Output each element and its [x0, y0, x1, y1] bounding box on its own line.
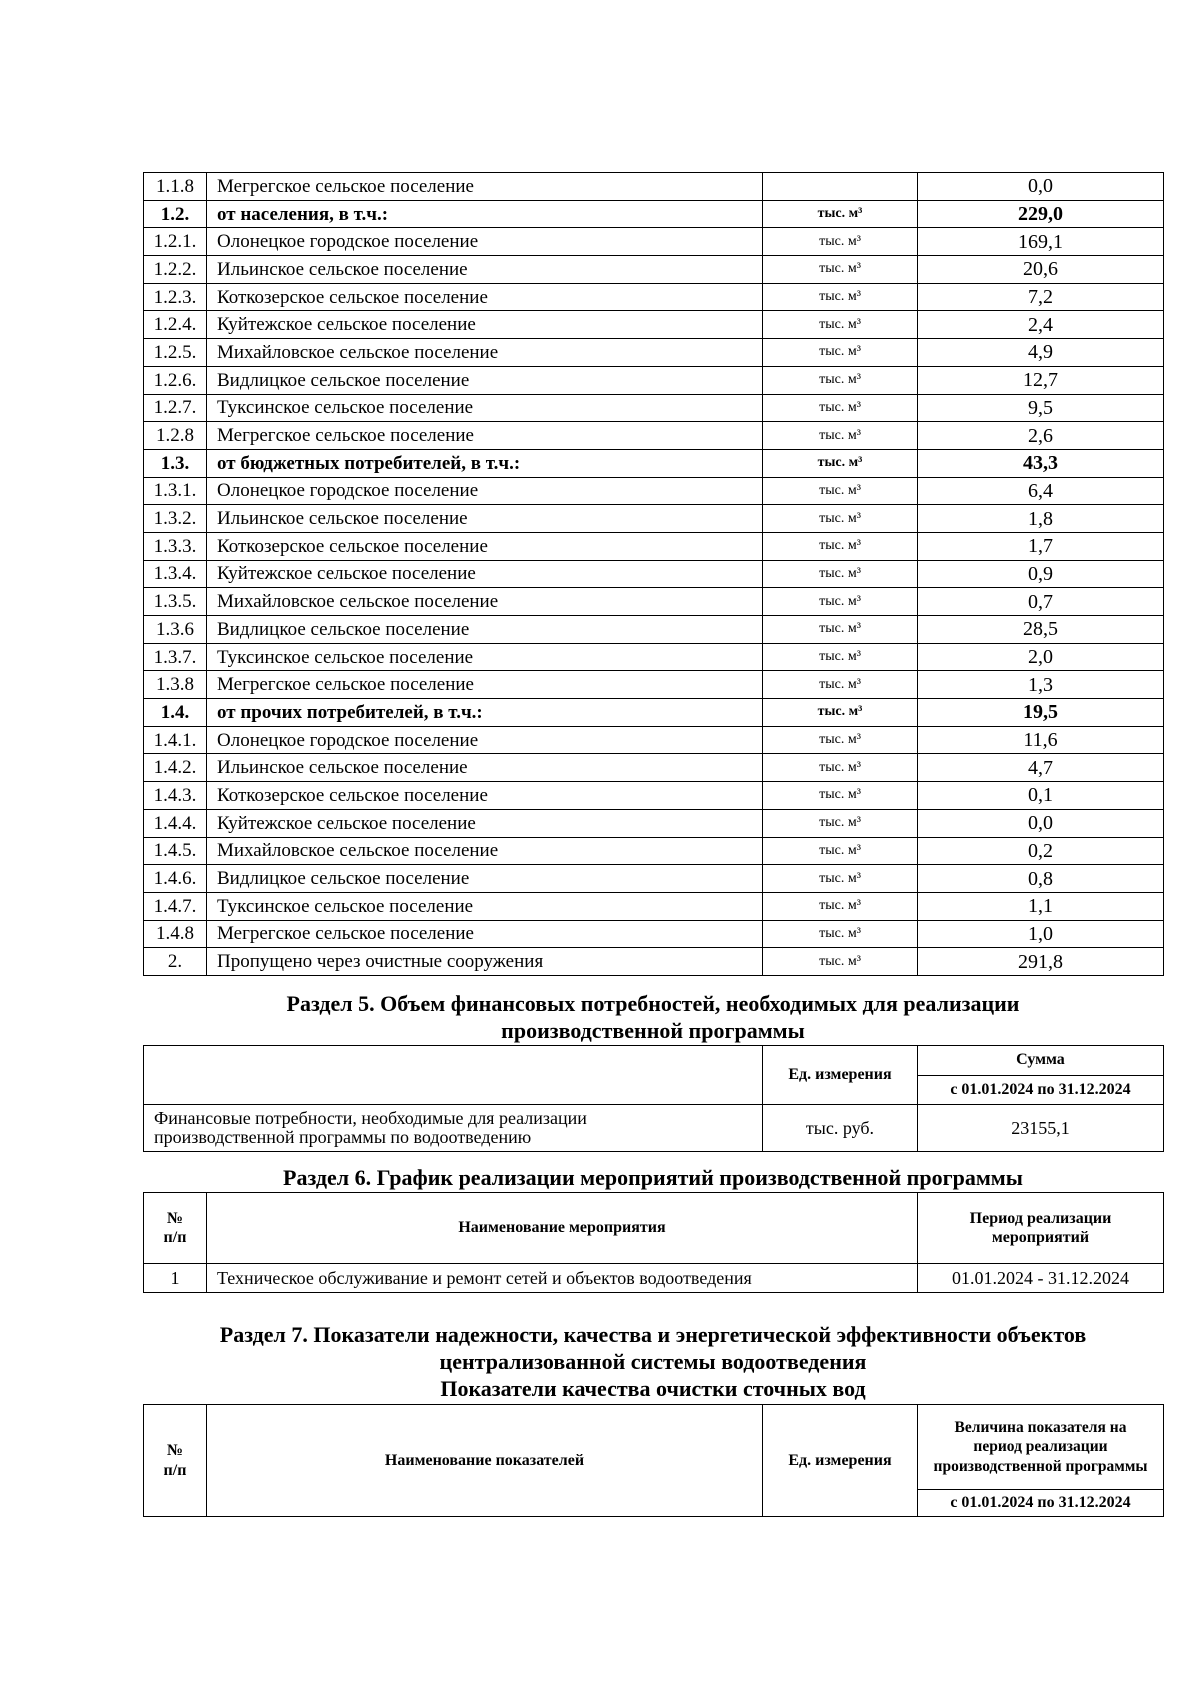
row-name: Мегрегское сельское поселение [207, 920, 763, 948]
table-row [144, 560, 1164, 588]
row-value: 4,7 [918, 754, 1164, 782]
table-row [144, 948, 1164, 976]
row-name: Туксинское сельское поселение [207, 643, 763, 671]
row-value: 1,0 [918, 920, 1164, 948]
row-name: Михайловское сельское поселение [207, 837, 763, 865]
row-unit: тыс. м³ [763, 505, 918, 533]
row-name: от населения, в т.ч.: [207, 200, 763, 228]
financial-row-value: 23155,1 [918, 1105, 1164, 1152]
row-unit [763, 173, 918, 201]
row-unit: тыс. м³ [763, 366, 918, 394]
quality-indicators-table [143, 1404, 1164, 1517]
row-value: 9,5 [918, 394, 1164, 422]
row-name: Мегрегское сельское поселение [207, 173, 763, 201]
row-value: 1,7 [918, 532, 1164, 560]
row-number: 1.3. [144, 449, 207, 477]
row-number: 1.3.7. [144, 643, 207, 671]
table-row [144, 616, 1164, 644]
financial-row-name: Финансовые потребности, необходимые для реализации производственной программы по водоотведению [144, 1105, 763, 1152]
row-unit: тыс. м³ [763, 782, 918, 810]
row-value: 2,6 [918, 422, 1164, 450]
row-unit: тыс. м³ [763, 394, 918, 422]
row-name: Ильинское сельское поселение [207, 256, 763, 284]
quality-header-value: Величина показателя на период реализации производственной программы [918, 1405, 1164, 1490]
row-name: Куйтежское сельское поселение [207, 809, 763, 837]
financial-header-blank [144, 1046, 763, 1105]
row-number: 1.2.3. [144, 283, 207, 311]
row-value: 20,6 [918, 256, 1164, 284]
table-row [144, 228, 1164, 256]
row-number: 1.3.6 [144, 616, 207, 644]
row-unit: тыс. м³ [763, 449, 918, 477]
row-number: 1.3.2. [144, 505, 207, 533]
row-unit: тыс. м³ [763, 671, 918, 699]
table-row [144, 449, 1164, 477]
quality-header-num: № п/п [144, 1405, 207, 1517]
schedule-row-num: 1 [144, 1264, 207, 1293]
table-row [144, 505, 1164, 533]
row-name: Ильинское сельское поселение [207, 754, 763, 782]
table-row [144, 920, 1164, 948]
row-name: от бюджетных потребителей, в т.ч.: [207, 449, 763, 477]
table-row [144, 311, 1164, 339]
row-value: 291,8 [918, 948, 1164, 976]
row-value: 1,1 [918, 892, 1164, 920]
row-unit: тыс. м³ [763, 892, 918, 920]
row-unit: тыс. м³ [763, 339, 918, 367]
row-number: 1.3.3. [144, 532, 207, 560]
row-name: Олонецкое городское поселение [207, 477, 763, 505]
table-row [144, 283, 1164, 311]
financial-row-unit: тыс. руб. [763, 1105, 918, 1152]
table-row [144, 422, 1164, 450]
table-row [144, 865, 1164, 893]
table-row [144, 754, 1164, 782]
row-number: 1.2.2. [144, 256, 207, 284]
section6-title: Раздел 6. График реализации мероприятий производственной программы [283, 1165, 1023, 1190]
section5-title: Раздел 5. Объем финансовых потребностей, необходимых для реализации производственной программы [286, 991, 1020, 1043]
table-row [144, 532, 1164, 560]
table-row [144, 256, 1164, 284]
schedule-row-name: Техническое обслуживание и ремонт сетей и объектов водоотведения [207, 1264, 918, 1293]
row-unit: тыс. м³ [763, 588, 918, 616]
row-unit: тыс. м³ [763, 865, 918, 893]
row-name: Михайловское сельское поселение [207, 588, 763, 616]
table-row [144, 671, 1164, 699]
financial-header-unit: Ед. измерения [763, 1046, 918, 1105]
row-name: Коткозерское сельское поселение [207, 283, 763, 311]
row-value: 0,7 [918, 588, 1164, 616]
table-row [144, 643, 1164, 671]
row-number: 1.3.4. [144, 560, 207, 588]
row-name: Туксинское сельское поселение [207, 394, 763, 422]
financial-header-sum: Сумма [918, 1046, 1164, 1076]
row-number: 1.2.4. [144, 311, 207, 339]
row-unit: тыс. м³ [763, 920, 918, 948]
row-unit: тыс. м³ [763, 560, 918, 588]
row-unit: тыс. м³ [763, 726, 918, 754]
table-row [144, 477, 1164, 505]
row-value: 6,4 [918, 477, 1164, 505]
row-name: Олонецкое городское поселение [207, 726, 763, 754]
schedule-table [143, 1192, 1164, 1293]
row-unit: тыс. м³ [763, 948, 918, 976]
row-unit: тыс. м³ [763, 809, 918, 837]
row-number: 1.4.4. [144, 809, 207, 837]
table-row [144, 366, 1164, 394]
row-name: Видлицкое сельское поселение [207, 865, 763, 893]
row-number: 2. [144, 948, 207, 976]
row-name: Видлицкое сельское поселение [207, 366, 763, 394]
table-row [144, 200, 1164, 228]
row-number: 1.2. [144, 200, 207, 228]
table-row [144, 892, 1164, 920]
row-value: 1,8 [918, 505, 1164, 533]
row-number: 1.4.3. [144, 782, 207, 810]
quality-header-period: с 01.01.2024 по 31.12.2024 [918, 1490, 1164, 1517]
row-value: 0,0 [918, 809, 1164, 837]
row-unit: тыс. м³ [763, 754, 918, 782]
row-name: Михайловское сельское поселение [207, 339, 763, 367]
quality-header-unit: Ед. измерения [763, 1405, 918, 1517]
table-row [144, 588, 1164, 616]
row-value: 0,2 [918, 837, 1164, 865]
row-number: 1.4.5. [144, 837, 207, 865]
row-name: Коткозерское сельское поселение [207, 532, 763, 560]
row-value: 19,5 [918, 699, 1164, 727]
section7-title: Раздел 7. Показатели надежности, качества и энергетической эффективности объектов централизованной системы водоотведения Показатели качества очистки сточных вод [219, 1322, 1087, 1401]
row-name: Мегрегское сельское поселение [207, 671, 763, 699]
row-value: 11,6 [918, 726, 1164, 754]
table-row [144, 394, 1164, 422]
table-row [144, 699, 1164, 727]
row-name: Куйтежское сельское поселение [207, 560, 763, 588]
row-value: 0,0 [918, 173, 1164, 201]
table-row [144, 782, 1164, 810]
row-name: от прочих потребителей, в т.ч.: [207, 699, 763, 727]
row-unit: тыс. м³ [763, 532, 918, 560]
row-unit: тыс. м³ [763, 477, 918, 505]
row-unit: тыс. м³ [763, 283, 918, 311]
row-number: 1.2.1. [144, 228, 207, 256]
row-unit: тыс. м³ [763, 422, 918, 450]
row-unit: тыс. м³ [763, 228, 918, 256]
row-unit: тыс. м³ [763, 256, 918, 284]
row-number: 1.2.5. [144, 339, 207, 367]
row-unit: тыс. м³ [763, 311, 918, 339]
row-name: Мегрегское сельское поселение [207, 422, 763, 450]
table-row [144, 726, 1164, 754]
row-unit: тыс. м³ [763, 200, 918, 228]
row-number: 1.3.5. [144, 588, 207, 616]
row-number: 1.4.6. [144, 865, 207, 893]
row-number: 1.3.8 [144, 671, 207, 699]
row-number: 1.2.8 [144, 422, 207, 450]
row-unit: тыс. м³ [763, 616, 918, 644]
row-number: 1.4.1. [144, 726, 207, 754]
row-value: 7,2 [918, 283, 1164, 311]
row-value: 0,1 [918, 782, 1164, 810]
water-disposal-volume-table [143, 172, 1164, 976]
row-name: Пропущено через очистные сооружения [207, 948, 763, 976]
schedule-header-num: № п/п [144, 1193, 207, 1264]
financial-header-period: с 01.01.2024 по 31.12.2024 [918, 1075, 1164, 1105]
row-value: 1,3 [918, 671, 1164, 699]
row-number: 1.4.7. [144, 892, 207, 920]
row-unit: тыс. м³ [763, 837, 918, 865]
row-number: 1.4.2. [144, 754, 207, 782]
row-number: 1.4. [144, 699, 207, 727]
row-value: 4,9 [918, 339, 1164, 367]
row-name: Видлицкое сельское поселение [207, 616, 763, 644]
row-number: 1.4.8 [144, 920, 207, 948]
row-value: 0,8 [918, 865, 1164, 893]
row-value: 229,0 [918, 200, 1164, 228]
row-unit: тыс. м³ [763, 643, 918, 671]
row-number: 1.1.8 [144, 173, 207, 201]
row-name: Олонецкое городское поселение [207, 228, 763, 256]
row-value: 12,7 [918, 366, 1164, 394]
row-unit: тыс. м³ [763, 699, 918, 727]
row-name: Коткозерское сельское поселение [207, 782, 763, 810]
row-name: Куйтежское сельское поселение [207, 311, 763, 339]
row-number: 1.2.7. [144, 394, 207, 422]
table-row [144, 809, 1164, 837]
row-value: 2,0 [918, 643, 1164, 671]
row-number: 1.2.6. [144, 366, 207, 394]
quality-header-name: Наименование показателей [207, 1405, 763, 1517]
row-name: Туксинское сельское поселение [207, 892, 763, 920]
schedule-header-period: Период реализации мероприятий [918, 1193, 1164, 1264]
row-value: 169,1 [918, 228, 1164, 256]
schedule-header-name: Наименование мероприятия [207, 1193, 918, 1264]
row-number: 1.3.1. [144, 477, 207, 505]
row-value: 2,4 [918, 311, 1164, 339]
table-row [144, 173, 1164, 201]
schedule-row-period: 01.01.2024 - 31.12.2024 [918, 1264, 1164, 1293]
row-name: Ильинское сельское поселение [207, 505, 763, 533]
row-value: 0,9 [918, 560, 1164, 588]
row-value: 28,5 [918, 616, 1164, 644]
financial-needs-table [143, 1045, 1164, 1152]
table-row [144, 837, 1164, 865]
table-row [144, 339, 1164, 367]
row-value: 43,3 [918, 449, 1164, 477]
